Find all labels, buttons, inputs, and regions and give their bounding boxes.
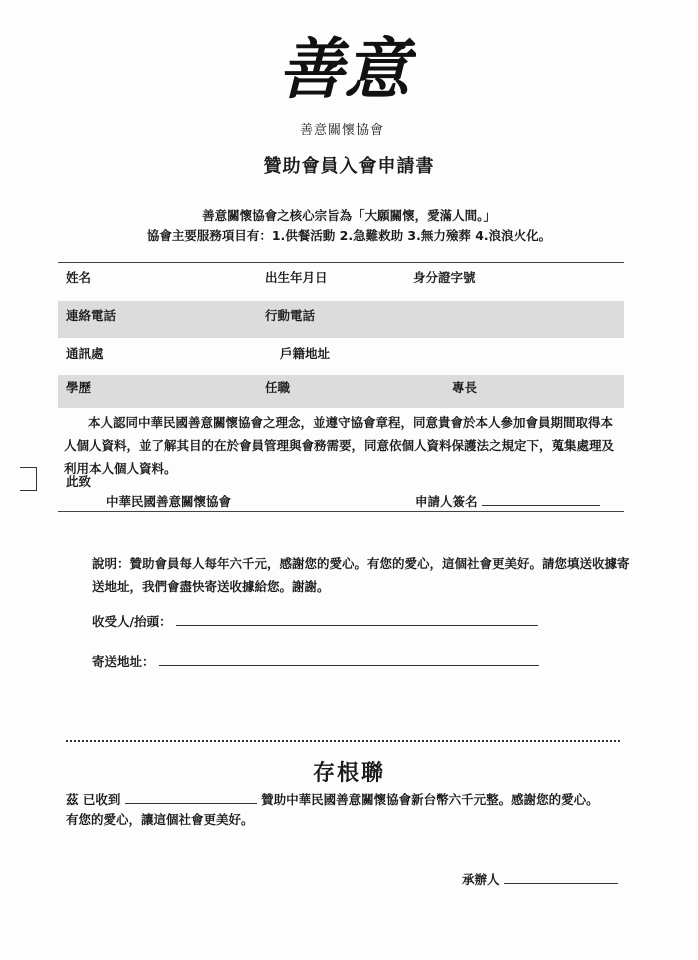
address-label: 寄送地址： — [92, 654, 155, 669]
perforation-line — [66, 740, 620, 742]
phone-label: 連絡電話 — [66, 308, 117, 323]
stub-title: 存根聯 — [312, 761, 385, 786]
table-row-shaded — [58, 375, 624, 408]
form-title: 贊助會員入會申請書 — [263, 156, 435, 177]
specialty-label: 專長 — [452, 380, 478, 395]
mailing-address-label: 通訊處 — [66, 346, 104, 361]
received-suffix: 贊助中華民國善意關懷協會新台幣六千元整。感謝您的愛心。 — [261, 792, 599, 807]
address-line[interactable] — [159, 653, 539, 666]
receipt-line-2: 有您的愛心，讓這個社會更美好。 — [66, 812, 254, 827]
donation-note: 說明：贊助會員每人每年六千元，感謝您的愛心。有您的愛心，這個社會更美好。請您填送收據寄送地址，我們會盡快寄送收據給您。謝謝。 — [92, 556, 630, 594]
address-row — [92, 652, 539, 670]
handler-signature — [462, 870, 618, 888]
table-top-rule — [58, 262, 624, 263]
recipient-row — [92, 612, 538, 630]
calligraphy-logo — [276, 22, 416, 110]
margin-bracket-mark — [20, 467, 37, 491]
mobile-label: 行動電話 — [265, 308, 316, 323]
association-name: 中華民國善意關懷協會 — [106, 494, 232, 509]
logo-calligraphy-text: 善意 — [278, 30, 410, 108]
recipient-label: 收受人/抬頭： — [92, 614, 172, 629]
signature-label: 申請人簽名 — [415, 494, 478, 509]
received-from-line[interactable] — [125, 791, 257, 804]
consent-paragraph — [64, 411, 624, 480]
household-address-label: 戶籍地址 — [280, 346, 331, 361]
received-prefix: 茲 已收到 — [66, 792, 121, 807]
consent-text: 本人認同中華民國善意關懷協會之理念，並遵守協會章程，同意貴會於本人參加會員期間取得本人個人資料，並了解其目的在於會員管理與會務需要，同意依個人資料保護法之規定下，蒐集處理及利用本人個人資料。 — [64, 415, 615, 476]
logo-subtitle: 善意關懷協會 — [300, 123, 385, 138]
birthdate-label: 出生年月日 — [265, 270, 328, 285]
mission-statement: 善意關懷協會之核心宗旨為「大願關懷，愛滿人間。」 — [202, 208, 496, 223]
signature-rule — [58, 511, 624, 512]
service-items: 協會主要服務項目有：1.供餐活動 2.急難救助 3.無力殮葬 4.浪浪火化。 — [146, 228, 552, 243]
applicant-signature — [415, 492, 600, 510]
salutation-text: 此致 — [66, 474, 92, 489]
occupation-label: 任職 — [265, 380, 291, 395]
recipient-line[interactable] — [176, 613, 538, 626]
education-label: 學歷 — [66, 380, 92, 395]
handler-line[interactable] — [504, 871, 618, 884]
id-number-label: 身分證字號 — [413, 270, 476, 285]
receipt-line-1 — [66, 790, 599, 808]
signature-line[interactable] — [482, 493, 600, 506]
name-label: 姓名 — [66, 270, 92, 285]
handler-label: 承辦人 — [462, 872, 500, 887]
table-row-shaded — [58, 301, 624, 338]
